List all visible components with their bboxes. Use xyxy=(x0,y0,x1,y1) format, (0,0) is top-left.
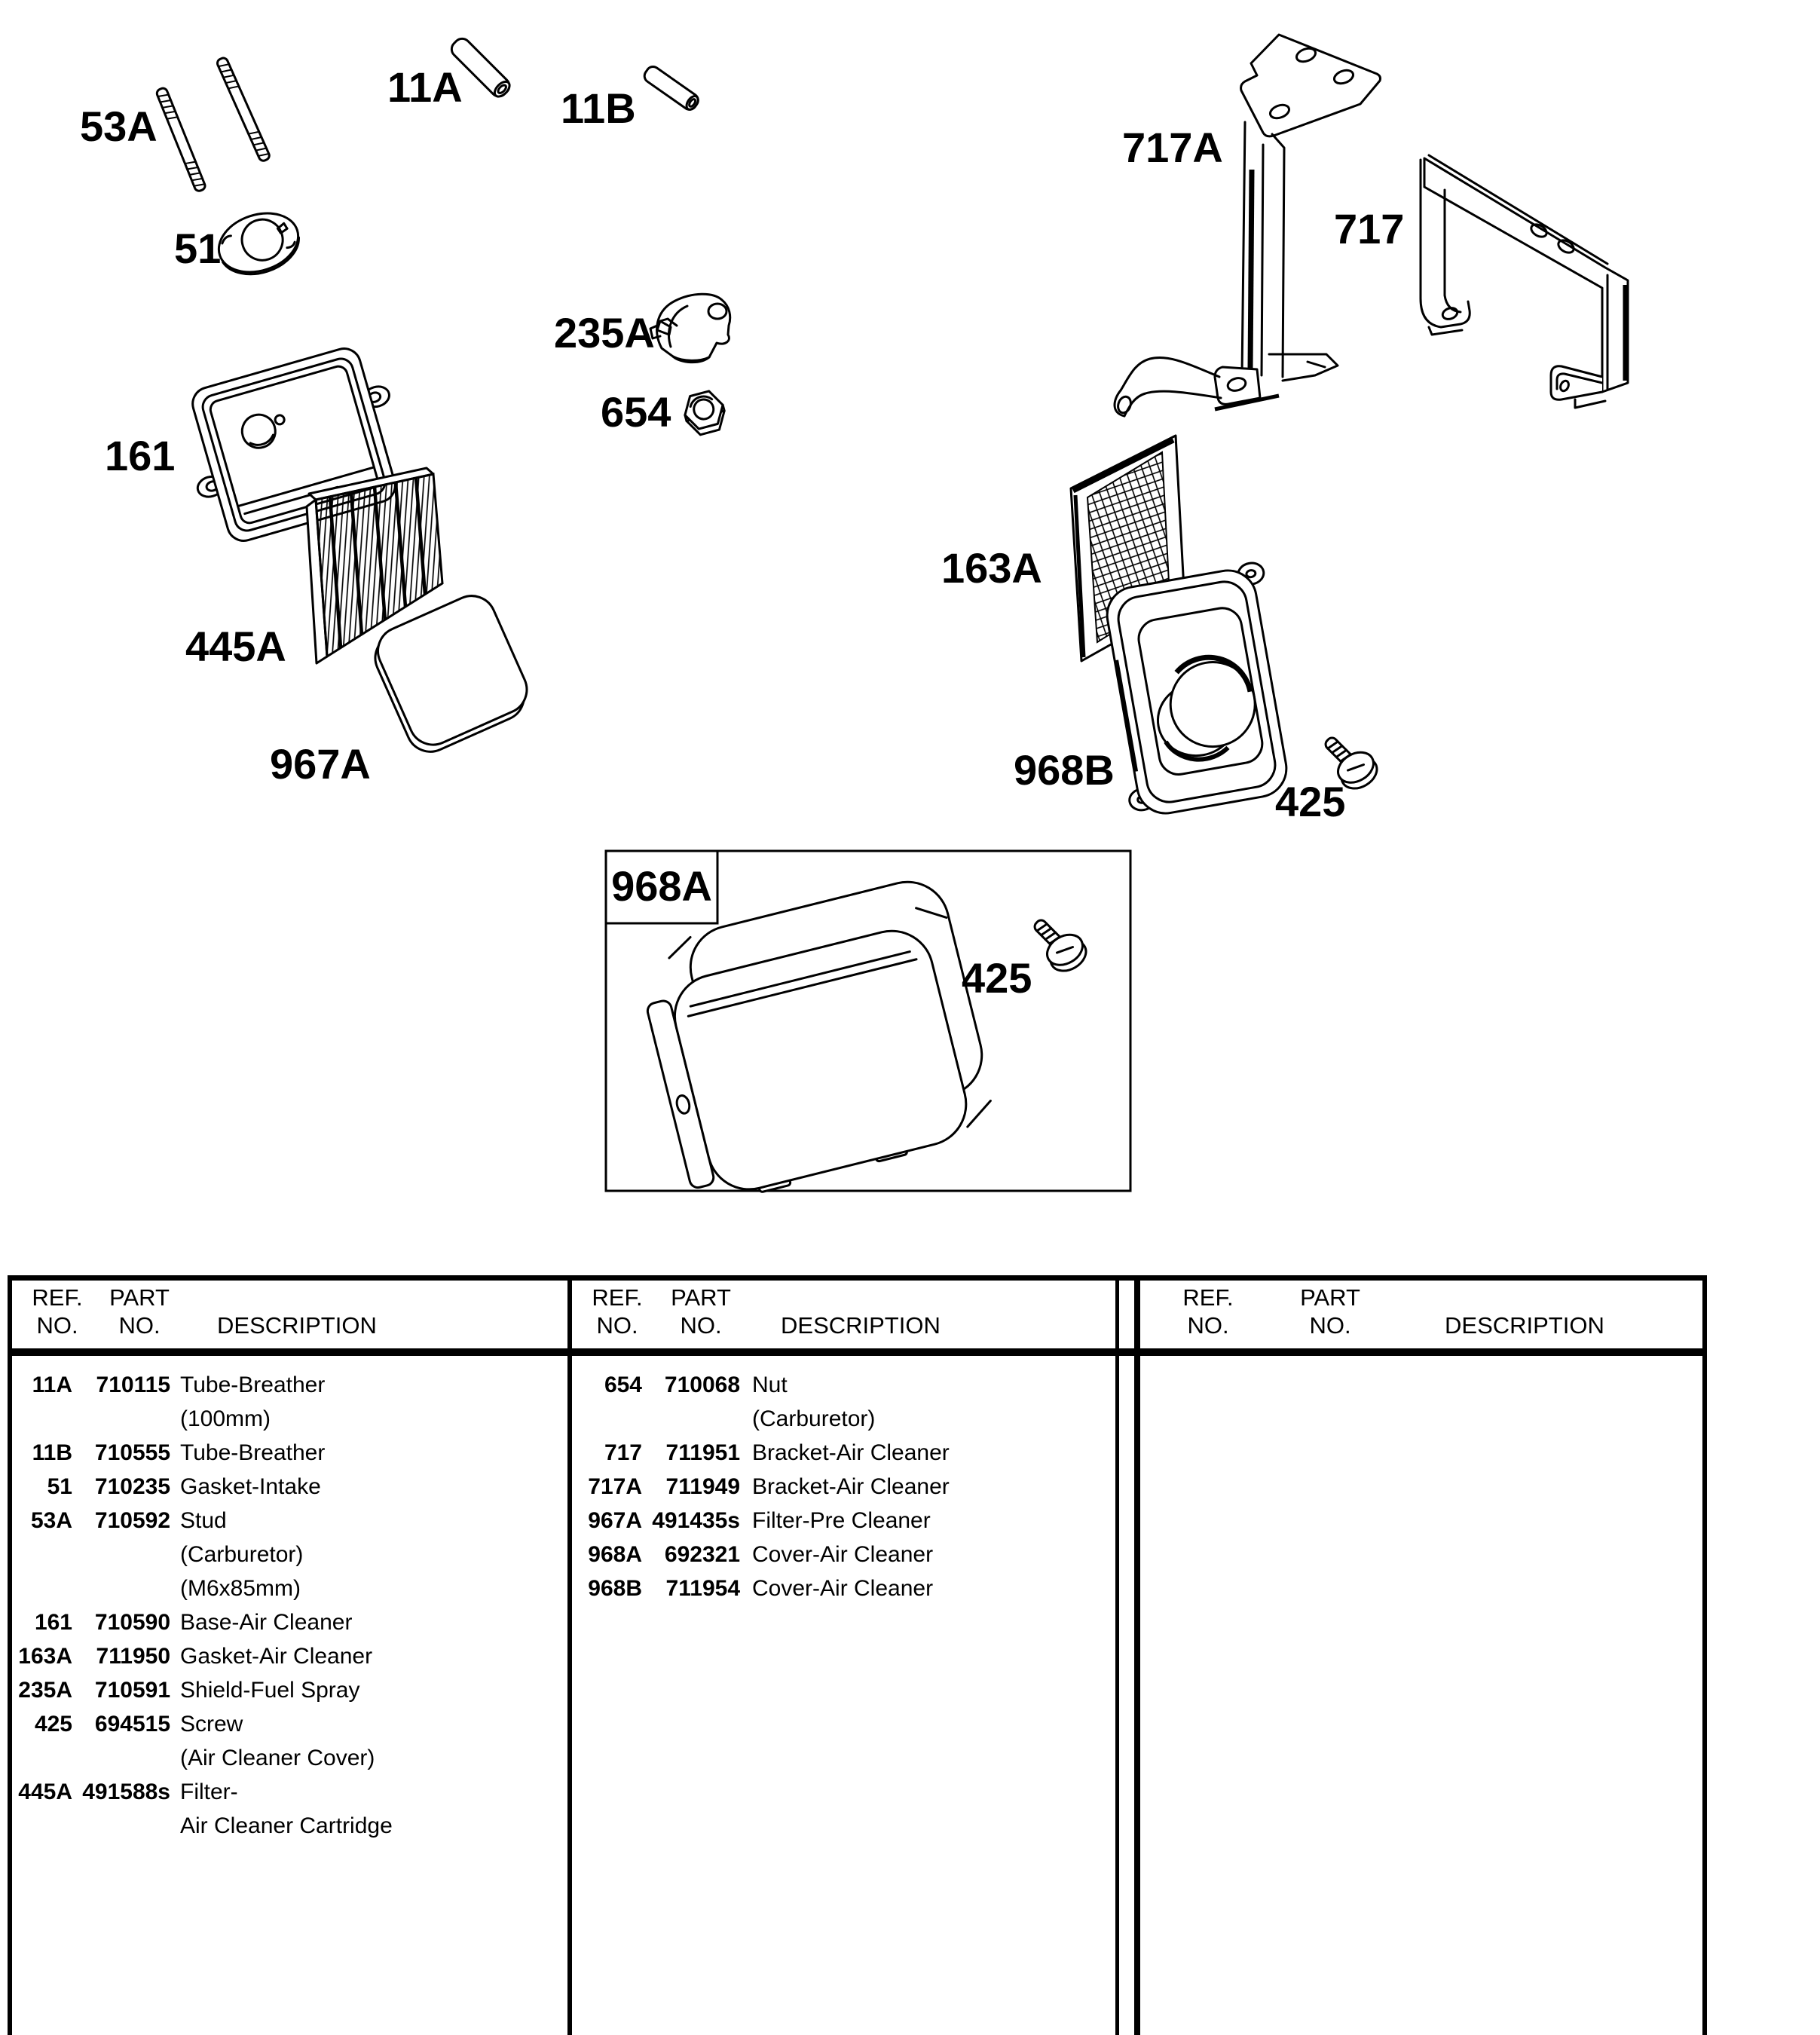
table-cell-part: 692321 xyxy=(664,1542,740,1567)
table-cell-part: 710592 xyxy=(94,1508,170,1533)
table-cell-part: 491435s xyxy=(652,1508,740,1533)
col2-ref-header: REF. NO. xyxy=(592,1284,643,1339)
table-row xyxy=(572,1504,1114,1538)
callout-967A: 967A xyxy=(270,740,371,788)
col1-part-header: PART NO. xyxy=(109,1284,170,1339)
table-row xyxy=(12,1707,566,1741)
col2-description-header: DESCRIPTION xyxy=(781,1312,941,1339)
table-cell-part: 710590 xyxy=(94,1610,170,1635)
table-cell-ref: 717 xyxy=(604,1440,642,1465)
col1-description-header: DESCRIPTION xyxy=(217,1312,377,1339)
table-cell-desc: (Carburetor) xyxy=(752,1406,876,1431)
stud-53a-drawing xyxy=(156,57,271,192)
table-cell-desc: Tube-Breather xyxy=(180,1440,326,1465)
table-row xyxy=(572,1368,1114,1402)
callout-968A: 968A xyxy=(611,862,712,910)
table-cell-ref: 11B xyxy=(32,1440,72,1465)
table-row xyxy=(12,1538,566,1571)
callout-717A: 717A xyxy=(1122,124,1223,171)
col3-ref-header: REF. NO. xyxy=(1182,1284,1234,1339)
table-row xyxy=(12,1639,566,1673)
table-cell-ref: 654 xyxy=(604,1372,642,1397)
table-row xyxy=(12,1775,566,1809)
table-row xyxy=(12,1673,566,1707)
table-cell-part: 711949 xyxy=(665,1474,740,1499)
table-cell-desc: Tube-Breather xyxy=(180,1372,326,1397)
table-cell-desc: Gasket-Air Cleaner xyxy=(180,1644,373,1669)
callout-163A: 163A xyxy=(941,544,1042,592)
table-cell-desc: (M6x85mm) xyxy=(180,1576,301,1601)
table-cell-desc: Filter-Pre Cleaner xyxy=(752,1508,931,1533)
table-row xyxy=(12,1571,566,1605)
table-cell-ref: 717A xyxy=(588,1474,642,1499)
table-cell-desc: Filter- xyxy=(180,1779,238,1804)
table-cell-desc: (Air Cleaner Cover) xyxy=(180,1746,375,1770)
table-cell-desc: Bracket-Air Cleaner xyxy=(752,1474,950,1499)
gasket-51-drawing xyxy=(211,204,306,284)
table-cell-part: 711954 xyxy=(665,1576,740,1601)
screw-425-box-drawing xyxy=(1032,918,1091,977)
table-cell-desc: Nut xyxy=(752,1372,788,1397)
callout-654: 654 xyxy=(601,388,671,436)
table-cell-desc: (100mm) xyxy=(180,1406,271,1431)
table-cell-desc: Stud xyxy=(180,1508,227,1533)
table-divider-2b xyxy=(1134,1275,1140,2035)
nut-654-drawing xyxy=(681,389,729,438)
table-cell-desc: Cover-Air Cleaner xyxy=(752,1576,934,1601)
callout-968B: 968B xyxy=(1014,746,1115,794)
table-row xyxy=(12,1504,566,1538)
table-cell-ref: 163A xyxy=(18,1644,72,1669)
table-row xyxy=(572,1436,1114,1470)
table-cell-part: 710115 xyxy=(96,1372,170,1397)
table-cell-desc: Gasket-Intake xyxy=(180,1474,321,1499)
table-cell-ref: 968B xyxy=(588,1576,642,1601)
table-cell-ref: 967A xyxy=(588,1508,642,1533)
table-cell-desc: Bracket-Air Cleaner xyxy=(752,1440,950,1465)
table-cell-desc: Screw xyxy=(180,1712,243,1737)
col3-description-header: DESCRIPTION xyxy=(1445,1312,1604,1339)
table-row xyxy=(12,1741,566,1775)
callout-11A: 11A xyxy=(387,63,463,111)
table-row xyxy=(572,1402,1114,1436)
callout-11B: 11B xyxy=(561,84,636,132)
table-row xyxy=(12,1809,566,1843)
bracket-717-drawing xyxy=(1421,155,1628,408)
shield-235a-drawing xyxy=(650,294,730,362)
callout-445A: 445A xyxy=(185,623,286,670)
table-cell-ref: 425 xyxy=(34,1712,72,1737)
table-cell-part: 710555 xyxy=(94,1440,170,1465)
table-cell-ref: 161 xyxy=(34,1610,72,1635)
table-col-rows-1 xyxy=(12,1368,566,1843)
col3-part-header: PART NO. xyxy=(1300,1284,1360,1339)
callout-425-right: 425 xyxy=(1275,778,1346,825)
table-cell-ref: 968A xyxy=(588,1542,642,1567)
callout-235A: 235A xyxy=(554,309,655,357)
table-cell-ref: 445A xyxy=(18,1779,72,1804)
table-row xyxy=(12,1605,566,1639)
table-cell-part: 491588s xyxy=(82,1779,170,1804)
callout-53A: 53A xyxy=(80,103,158,150)
tube-11b-drawing xyxy=(642,64,701,112)
table-row xyxy=(572,1470,1114,1504)
table-right-border xyxy=(1702,1275,1707,2035)
table-cell-part: 710068 xyxy=(664,1372,740,1397)
table-cell-desc: Base-Air Cleaner xyxy=(180,1610,353,1635)
table-header-separator xyxy=(8,1348,1707,1356)
cover-968b-drawing xyxy=(1093,561,1302,819)
table-cell-ref: 235A xyxy=(18,1678,72,1703)
table-cell-part: 711950 xyxy=(96,1644,170,1669)
table-cell-desc: Cover-Air Cleaner xyxy=(752,1542,934,1567)
table-col-rows-2 xyxy=(572,1368,1114,1605)
table-cell-desc: Air Cleaner Cartridge xyxy=(180,1813,393,1838)
col1-ref-header: REF. NO. xyxy=(32,1284,83,1339)
table-cell-ref: 51 xyxy=(47,1474,72,1499)
table-cell-ref: 53A xyxy=(30,1508,72,1533)
table-row xyxy=(12,1402,566,1436)
callout-161: 161 xyxy=(105,432,176,479)
table-cell-part: 710235 xyxy=(94,1474,170,1499)
callout-717: 717 xyxy=(1334,205,1405,252)
table-top-border xyxy=(8,1275,1707,1281)
table-row xyxy=(572,1571,1114,1605)
table-row xyxy=(572,1538,1114,1571)
table-cell-ref: 11A xyxy=(32,1372,72,1397)
table-cell-desc: Shield-Fuel Spray xyxy=(180,1678,360,1703)
table-divider-2a xyxy=(1115,1275,1119,2035)
table-row xyxy=(12,1436,566,1470)
table-cell-desc: (Carburetor) xyxy=(180,1542,304,1567)
table-cell-part: 710591 xyxy=(94,1678,170,1703)
table-row xyxy=(12,1470,566,1504)
callout-51: 51 xyxy=(174,225,222,272)
col2-part-header: PART NO. xyxy=(671,1284,731,1339)
table-row xyxy=(12,1368,566,1402)
table-cell-part: 711951 xyxy=(665,1440,740,1465)
callout-425-box: 425 xyxy=(962,954,1032,1002)
table-cell-part: 694515 xyxy=(94,1712,170,1737)
